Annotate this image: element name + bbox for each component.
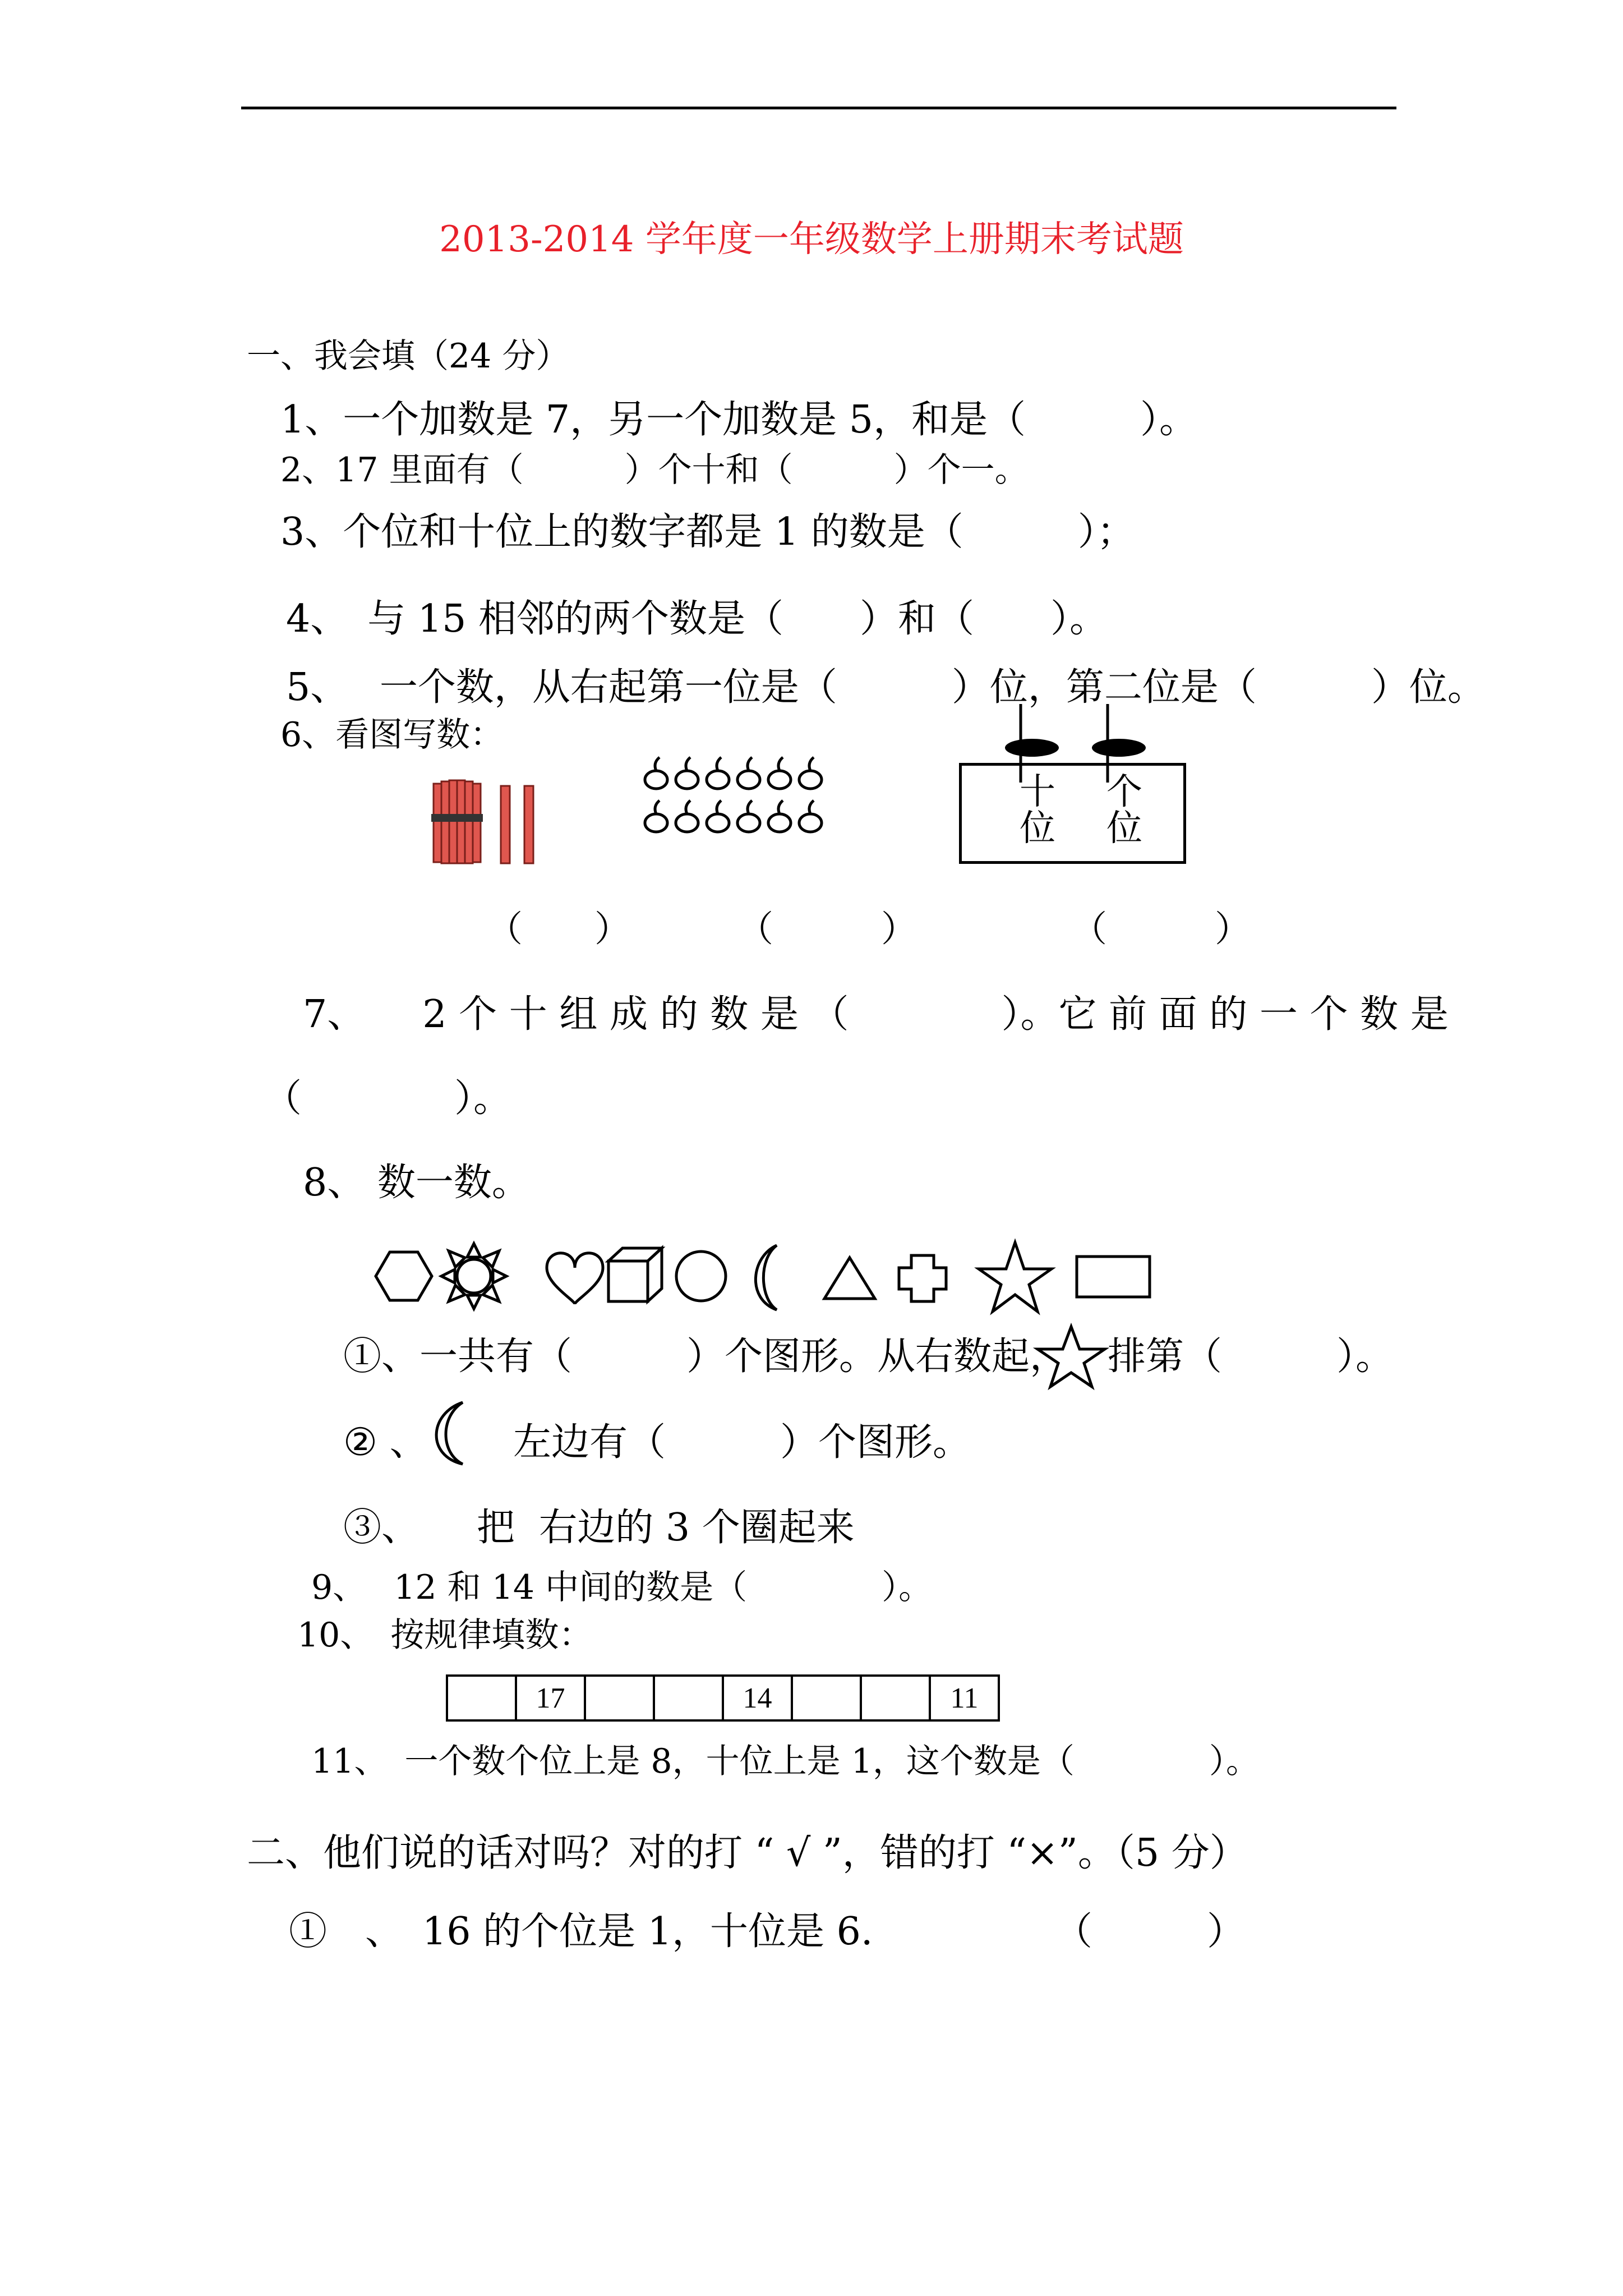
- question-4: 4、 与 15 相邻的两个数是（ ）和（ ）。: [286, 597, 1108, 641]
- q6-answer-3: （ ）: [1071, 909, 1251, 950]
- question-8-2a: ② 、: [343, 1420, 428, 1465]
- question-5: 5、 一个数，从右起第一位是（ ）位，第二位是（ ）位。: [286, 665, 1486, 710]
- q8-shapes-row: [359, 1234, 1200, 1318]
- sequence-cell: 14: [723, 1676, 792, 1720]
- section-2-question-1: ① 、 16 的个位是 1，十位是 6.: [289, 1910, 873, 1954]
- hexagon-icon: [376, 1252, 432, 1300]
- sequence-cell: 17: [516, 1676, 585, 1720]
- star-icon: [979, 1243, 1052, 1312]
- question-9: 9、 12 和 14 中间的数是（ ）。: [311, 1568, 933, 1607]
- abacus-ones-label-2: 位: [1106, 808, 1142, 849]
- question-6: 6、看图写数：: [280, 715, 504, 754]
- sun-icon: [441, 1244, 506, 1309]
- question-11: 11、 一个数个位上是 8，十位上是 1，这个数是（ ）。: [311, 1742, 1260, 1781]
- q6-answer-1: （ ）: [487, 909, 630, 950]
- sequence-cell[interactable]: [654, 1676, 723, 1720]
- question-8-2b: 左边有（ ）个图形。: [513, 1420, 971, 1465]
- question-2: 2、17 里面有（ ）个十和（ ）个一。: [280, 450, 1029, 490]
- abacus-tens-label-1: 十: [1020, 771, 1055, 813]
- question-7-line-2: （ ）。: [264, 1076, 512, 1121]
- question-8-3: ③、 把 右边的 3 个圈起来: [343, 1506, 855, 1550]
- abacus-ones-label-1: 个: [1106, 771, 1142, 813]
- stick-bundle-icon: [429, 777, 541, 867]
- section-2-heading: 二、他们说的话对吗？对的打 “ √ ”，错的打 “×”。（5 分）: [247, 1831, 1248, 1875]
- sequence-cell: 11: [930, 1676, 999, 1720]
- triangle-icon: [824, 1258, 875, 1299]
- moon-inline-icon: [415, 1397, 477, 1470]
- cube-icon: [608, 1248, 662, 1301]
- sequence-cell[interactable]: [861, 1676, 930, 1720]
- abacus-rods: [959, 704, 1183, 816]
- heart-icon: [547, 1253, 603, 1304]
- question-8-1a: ①、一共有（ ）个图形。从右数起，: [343, 1335, 1068, 1379]
- header-rule: [241, 107, 1396, 109]
- counters-icon: [639, 754, 824, 839]
- question-8-1b: 排第（ ）。: [1108, 1335, 1394, 1379]
- page-title: 2013-2014 学年度一年级数学上册期末考试题: [439, 219, 1184, 260]
- question-7-line-1: 7、 2 个 十 组 成 的 数 是 （ ）。它 前 面 的 一 个 数 是: [303, 992, 1449, 1037]
- section-2-answer-1: （ ）: [1054, 1910, 1246, 1954]
- question-3: 3、个位和十位上的数字都是 1 的数是（ ）；: [280, 510, 1135, 554]
- question-1: 1、一个加数是 7，另一个加数是 5，和是（ ）。: [280, 398, 1198, 442]
- q6-answer-2: （ ）: [737, 909, 917, 950]
- question-10: 10、 按规律填数：: [297, 1616, 593, 1655]
- sequence-cell[interactable]: [792, 1676, 861, 1720]
- sequence-cell[interactable]: [447, 1676, 516, 1720]
- circle-icon: [676, 1251, 726, 1301]
- section-1-heading: 一、我会填（24 分）: [247, 337, 570, 376]
- abacus-tens-label-2: 位: [1020, 808, 1055, 849]
- question-8: 8、 数一数。: [303, 1161, 530, 1205]
- cross-icon: [899, 1255, 946, 1301]
- sequence-table: [446, 1674, 1000, 1722]
- rectangle-icon: [1077, 1257, 1150, 1297]
- star-inline-icon: [1035, 1324, 1108, 1391]
- sequence-cell[interactable]: [585, 1676, 654, 1720]
- moon-icon: [755, 1245, 777, 1310]
